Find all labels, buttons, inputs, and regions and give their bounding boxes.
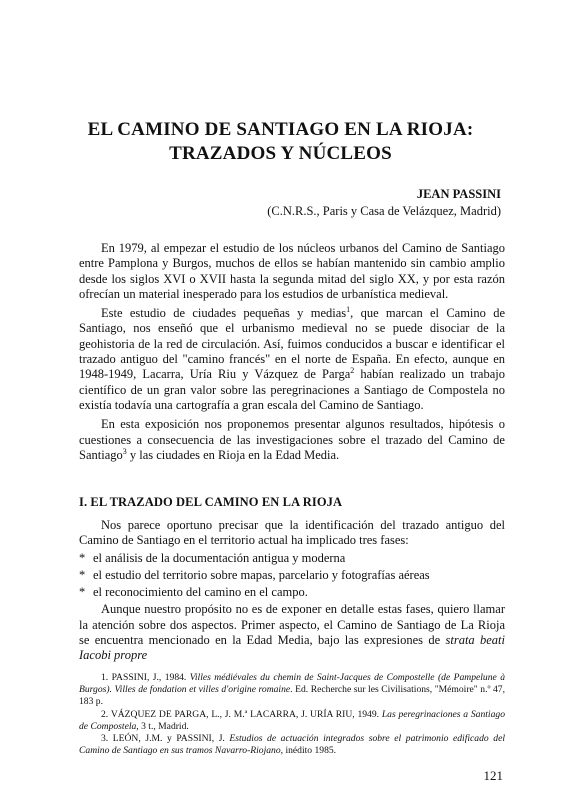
section-1-paragraph-1: Nos parece oportuno precisar que la identificación del trazado antiguo del Camino de Santiago en el territorio actual ha implicado tres fases:	[79, 518, 505, 548]
footnote-2-rest: , 3 t., Madrid.	[136, 720, 189, 732]
page-number: 121	[483, 768, 503, 783]
footnote-3-author: 3. LEÓN, J.M. y PASSINI, J.	[101, 733, 230, 745]
footnote-ref-1: 1	[346, 305, 351, 315]
section-1-text	[79, 518, 505, 666]
footnote-2-author: 2. VÁZQUEZ DE PARGA, L., J. M.ª LACARRA, J. URÍA RIU, 1949.	[101, 708, 382, 720]
list-item	[79, 551, 505, 566]
footnote-3-title: Estudios de actuación integrados sobre el patrimonio edificado del Camino de Santiago en sus tramos Navarro-Riojano	[79, 733, 505, 757]
footnote-ref-2: 2	[350, 366, 355, 376]
intro-paragraph-1: En 1979, al empezar el estudio de los núcleos urbanos del Camino de Santiago entre Pamplona y Burgos, muchos de ellos se habían mantenido sin cambio amplio desde los siglos XVI o XVII hasta la segunda mitad del siglo XX, y por esta razón ofrecían un material inesperado para los estudios de urbanística medieval.	[79, 241, 505, 301]
footnote-3-rest: , inédito 1985.	[280, 745, 337, 757]
footnote-1-rest: . Ed. Recherche sur les Civilisations, "Mémoire" n.º 47, 183 p.	[79, 684, 505, 708]
footnote-2	[79, 709, 505, 733]
section-heading: I. EL TRAZADO DEL CAMINO EN LA RIOJA	[79, 495, 343, 509]
title-line-2: TRAZADOS Y NÚCLEOS	[169, 143, 392, 164]
intro-paragraph-3	[79, 417, 505, 463]
footnote-1	[79, 672, 505, 709]
footnote-2-title: Las peregrinaciones a Santiago de Compostela	[79, 708, 505, 732]
intro-p2-part-a: Este estudio de ciudades pequeñas y medias	[101, 306, 347, 321]
intro-text	[79, 241, 505, 463]
list-item-text: el reconocimiento del camino en el campo.	[93, 585, 308, 600]
phases-list	[79, 551, 505, 601]
section-1-paragraph-2	[79, 602, 505, 663]
section-1-p2-text: Aunque nuestro propósito no es de exponer en detalle estas fases, quiero llamar la atención sobre dos aspectos. Primer aspecto, el Camino de Santiago de La Rioja se encuentra mencionado en la Edad Media, bajo las expresiones de	[79, 602, 505, 648]
author-name: JEAN PASSINI	[416, 187, 501, 201]
section-1-p2-italic: strata beati Iacobi propre	[79, 633, 505, 663]
list-item	[79, 585, 505, 600]
footnotes	[79, 672, 505, 757]
footnote-ref-3: 3	[122, 446, 127, 456]
intro-paragraph-2	[79, 306, 505, 413]
bullet-icon: *	[79, 585, 86, 600]
footnote-3	[79, 733, 505, 757]
article-title	[60, 118, 501, 166]
intro-p3-part-b: y las ciudades en Rioja en la Edad Media.	[126, 447, 340, 462]
footnote-1-title: Villes médiévales du chemin de Saint-Jacques de Compostelle (de Pampelune à Burgos). Villes de fondation et villes d'origine romaine	[79, 672, 505, 696]
intro-p2-part-b: , que marcan el Camino de Santiago, nos enseñó que el urbanismo medieval no se puede disociar de la geohistoria de la red de circulación. Así, fuimos conducidos a buscar e identificar el trazado antiguo del "camino francés" en el norte de España. En efecto, aunque en 1948-1949, Lacarra, Uría Riu y Vázquez de Parga	[79, 306, 505, 382]
list-item	[79, 568, 505, 583]
list-item-text: el estudio del territorio sobre mapas, parcelario y fotografías aéreas	[93, 567, 430, 582]
bullet-icon: *	[79, 550, 86, 565]
footnote-1-author: 1. PASSINI, J., 1984.	[101, 672, 190, 683]
author-affiliation: (C.N.R.S., Paris y Casa de Velázquez, Madrid)	[267, 204, 501, 218]
bullet-icon: *	[79, 567, 86, 582]
author-block	[267, 186, 501, 220]
list-item-text: el análisis de la documentación antigua y moderna	[93, 550, 346, 565]
title-line-1: EL CAMINO DE SANTIAGO EN LA RIOJA:	[87, 119, 474, 140]
intro-p2-part-c: habían realizado un trabajo científico de un gran valor sobre las peregrinaciones a Santiago de Compostela no existía todavía una cartografía a gran escala del Camino de Santiago.	[79, 367, 505, 412]
intro-p3-part-a: En esta exposición nos proponemos presentar algunos resultados, hipótesis o cuestiones a consecuencia de las investigaciones sobre el trazado del Camino de Santiago	[79, 417, 505, 462]
